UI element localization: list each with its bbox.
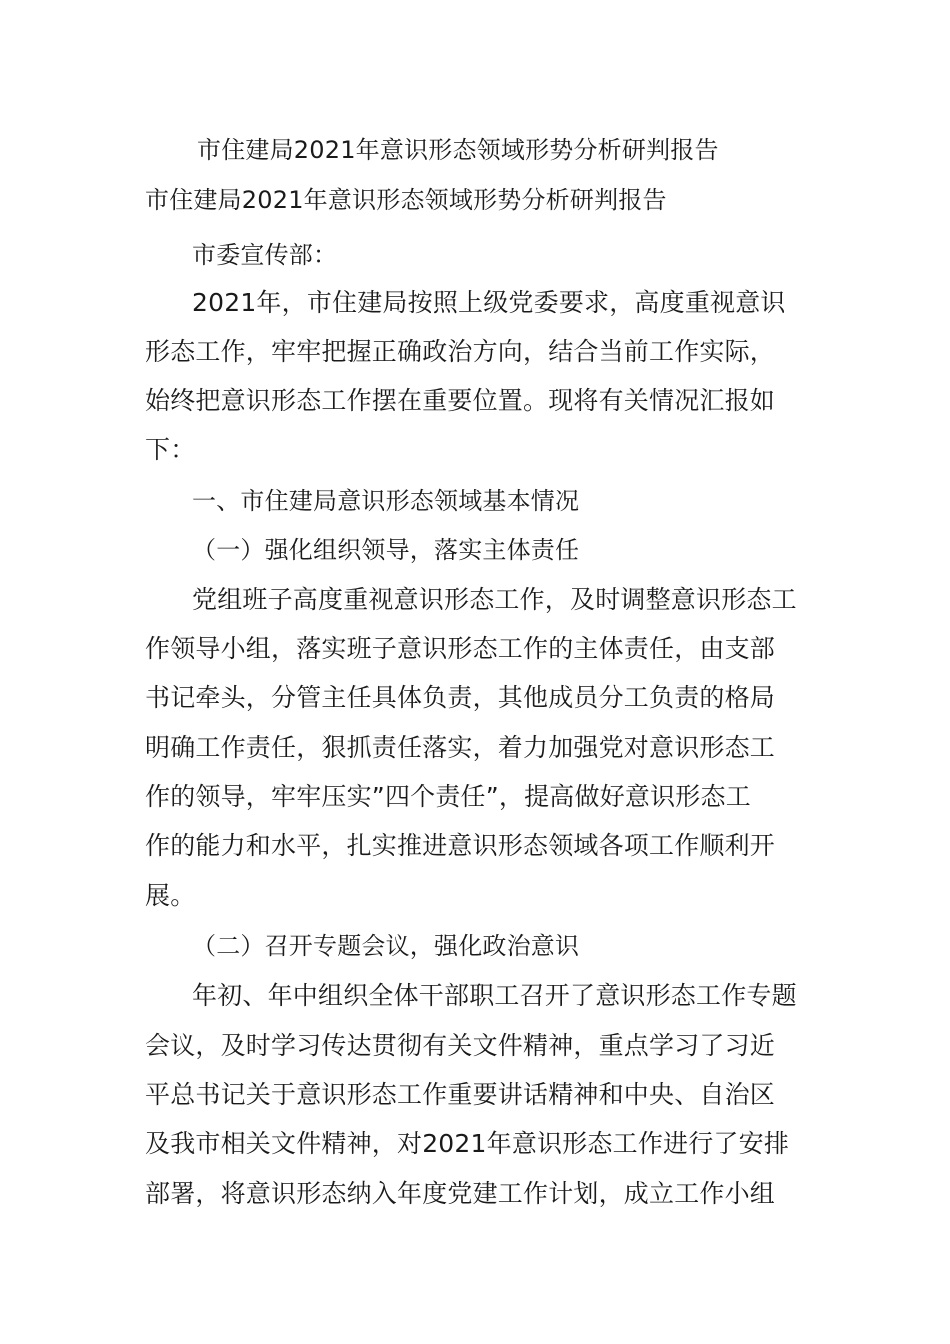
paragraph-line: 作的领导，牢牢压实”四个责任”，提高做好意识形态工 bbox=[145, 782, 751, 811]
paragraph-line: 展。 bbox=[145, 881, 196, 910]
paragraph-line: 平总书记关于意识形态工作重要讲话精神和中央、自治区 bbox=[145, 1080, 776, 1109]
paragraph-line: 党组班子高度重视意识形态工作，及时调整意识形态工 bbox=[192, 585, 797, 614]
intro-line: 下： bbox=[145, 435, 196, 464]
paragraph-line: 年初、年中组织全体干部职工召开了意识形态工作专题 bbox=[192, 981, 797, 1010]
document-title: 市住建局2021年意识形态领域形势分析研判报告 bbox=[197, 136, 719, 164]
paragraph-line: 作的能力和水平，扎实推进意识形态领域各项工作顺利开 bbox=[145, 831, 776, 860]
section-heading: 一、市住建局意识形态领域基本情况 bbox=[192, 487, 580, 515]
subsection-heading: （二）召开专题会议，强化政治意识 bbox=[192, 932, 580, 960]
intro-line: 形态工作，牢牢把握正确政治方向，结合当前工作实际， bbox=[145, 337, 776, 366]
paragraph-line: 及我市相关文件精神，对2021年意识形态工作进行了安排 bbox=[145, 1129, 790, 1158]
intro-line: 始终把意识形态工作摆在重要位置。现将有关情况汇报如 bbox=[145, 386, 776, 415]
paragraph-line: 明确工作责任，狠抓责任落实，着力加强党对意识形态工 bbox=[145, 733, 776, 762]
paragraph-line: 部署，将意识形态纳入年度党建工作计划，成立工作小组 bbox=[145, 1179, 776, 1208]
paragraph-line: 书记牵头，分管主任具体负责，其他成员分工负责的格局 bbox=[145, 683, 776, 712]
document-title-repeat: 市住建局2021年意识形态领域形势分析研判报告 bbox=[145, 186, 667, 214]
paragraph-line: 作领导小组，落实班子意识形态工作的主体责任，由支部 bbox=[145, 634, 776, 663]
subsection-heading: （一）强化组织领导，落实主体责任 bbox=[192, 536, 580, 564]
salutation: 市委宣传部： bbox=[192, 241, 338, 269]
intro-line: 2021年，市住建局按照上级党委要求，高度重视意识 bbox=[192, 288, 786, 317]
paragraph-line: 会议，及时学习传达贯彻有关文件精神，重点学习了习近 bbox=[145, 1031, 776, 1060]
